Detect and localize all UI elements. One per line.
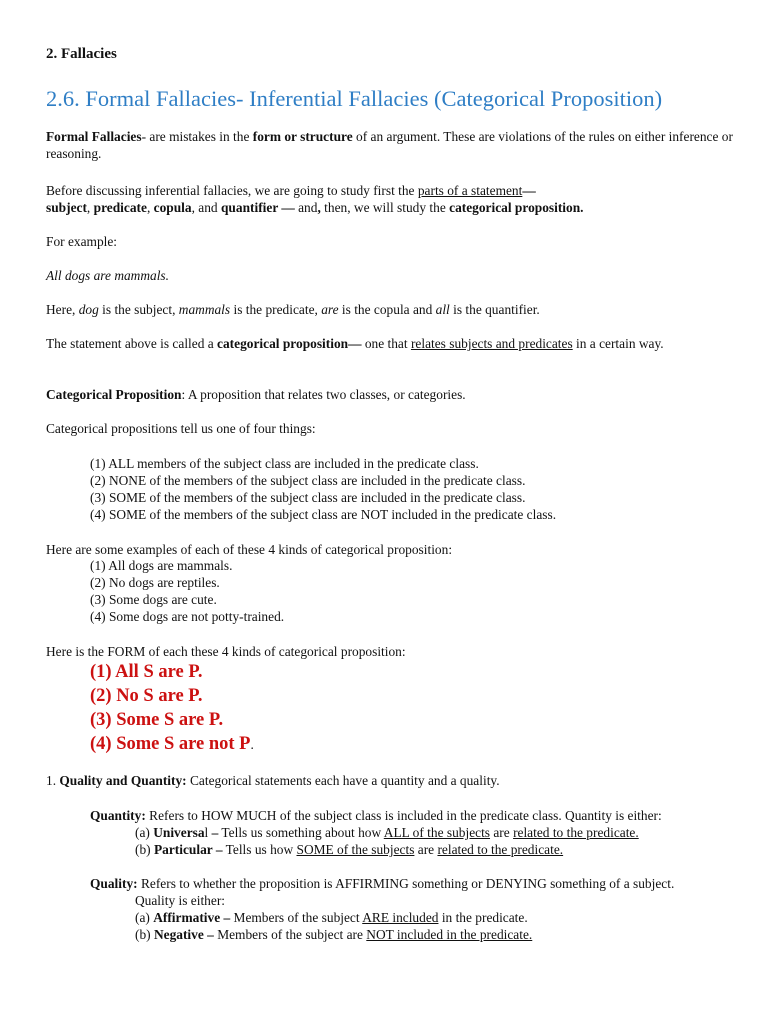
examples-list xyxy=(90,557,738,625)
form-item: (2) No S are P. xyxy=(90,686,203,706)
quantity-universal: (a) Universal – Tells us something about how ALL of the subjects are related to the predicate. xyxy=(135,825,639,840)
list-item: (3) SOME of the members of the subject class are included in the predicate class. xyxy=(90,490,526,505)
quality-quantity-heading: 1. Quality and Quantity: Categorical statements each have a quantity and a quality. xyxy=(46,773,500,788)
intro-paragraph: Formal Fallacies- are mistakes in the form or structure of an argument. These are violations of the rules on either inference or reasoning. xyxy=(46,129,733,161)
term-quality: Quality: xyxy=(90,876,138,891)
term-categorical-proposition: categorical proposition. xyxy=(449,200,584,215)
definition-paragraph: Categorical Proposition: A proposition that relates two classes, or categories. xyxy=(46,387,466,402)
list-item: (4) SOME of the members of the subject class are NOT included in the predicate class. xyxy=(90,507,557,522)
list-item: (2) NONE of the members of the subject class are included in the predicate class. xyxy=(90,473,526,488)
quality-affirmative: (a) Affirmative – Members of the subject ARE included in the predicate. xyxy=(135,910,528,925)
form-item-last: (4) Some S are not P. xyxy=(90,734,254,754)
section-heading: 2. Fallacies xyxy=(46,46,117,62)
form-item: (1) All S are P. xyxy=(90,662,203,682)
term-formal-fallacies: Formal Fallacies xyxy=(46,129,142,144)
term-categorical-proposition-def: Categorical Proposition xyxy=(46,387,182,402)
page-title: 2.6. Formal Fallacies- Inferential Fallacies (Categorical Proposition) xyxy=(46,86,663,111)
term-quantity: Quantity: xyxy=(90,808,146,823)
four-things-intro: Categorical propositions tell us one of four things: xyxy=(46,421,316,436)
underline-parts-of-statement: parts of a statement xyxy=(417,183,523,198)
quality-paragraph: Quality: Refers to whether the proposition is AFFIRMING something or DENYING something of a subject. xyxy=(90,876,675,891)
list-item: (2) No dogs are reptiles. xyxy=(90,575,220,590)
form-item: (3) Some S are P. xyxy=(90,710,224,730)
for-example-label: For example: xyxy=(46,234,118,249)
quantity-particular: (b) Particular – Tells us how SOME of the subjects are related to the predicate. xyxy=(135,842,564,857)
here-paragraph: Here, dog is the subject, mammals is the predicate, are is the copula and all is the quantifier. xyxy=(46,302,540,317)
term-subject: subject xyxy=(46,200,87,215)
term-form-structure: form or structure xyxy=(252,129,353,144)
quality-negative: (b) Negative – Members of the subject are NOT included in the predicate. xyxy=(135,927,533,942)
example-sentence: All dogs are mammals. xyxy=(46,268,169,283)
before-paragraph: Before discussing inferential fallacies, we are going to study first the parts of a statement— subject, predicate, copula, and quantifier — and, then, we will study the categorical proposition. xyxy=(46,183,584,215)
statement-paragraph: The statement above is called a categorical proposition— one that relates subjects and predicates in a certain way. xyxy=(46,336,664,351)
underline-relates: relates subjects and predicates xyxy=(410,336,573,351)
quantity-paragraph: Quantity: Refers to HOW MUCH of the subject class is included in the predicate class. Quantity is either: xyxy=(90,808,662,823)
term-quantifier: quantifier — xyxy=(220,200,295,215)
four-things-list xyxy=(90,455,738,523)
term-copula: copula xyxy=(153,200,192,215)
quality-either: Quality is either: xyxy=(135,893,225,908)
term-predicate: predicate xyxy=(93,200,147,215)
list-item: (3) Some dogs are cute. xyxy=(90,592,217,607)
list-item: (1) All dogs are mammals. xyxy=(90,558,233,573)
list-item: (1) ALL members of the subject class are included in the predicate class. xyxy=(90,456,479,471)
forms-intro: Here is the FORM of each these 4 kinds of categorical proposition: xyxy=(46,644,406,659)
forms-list xyxy=(90,660,738,756)
examples-intro: Here are some examples of each of these 4 kinds of categorical proposition: xyxy=(46,542,453,557)
list-item: (4) Some dogs are not potty-trained. xyxy=(90,609,285,624)
